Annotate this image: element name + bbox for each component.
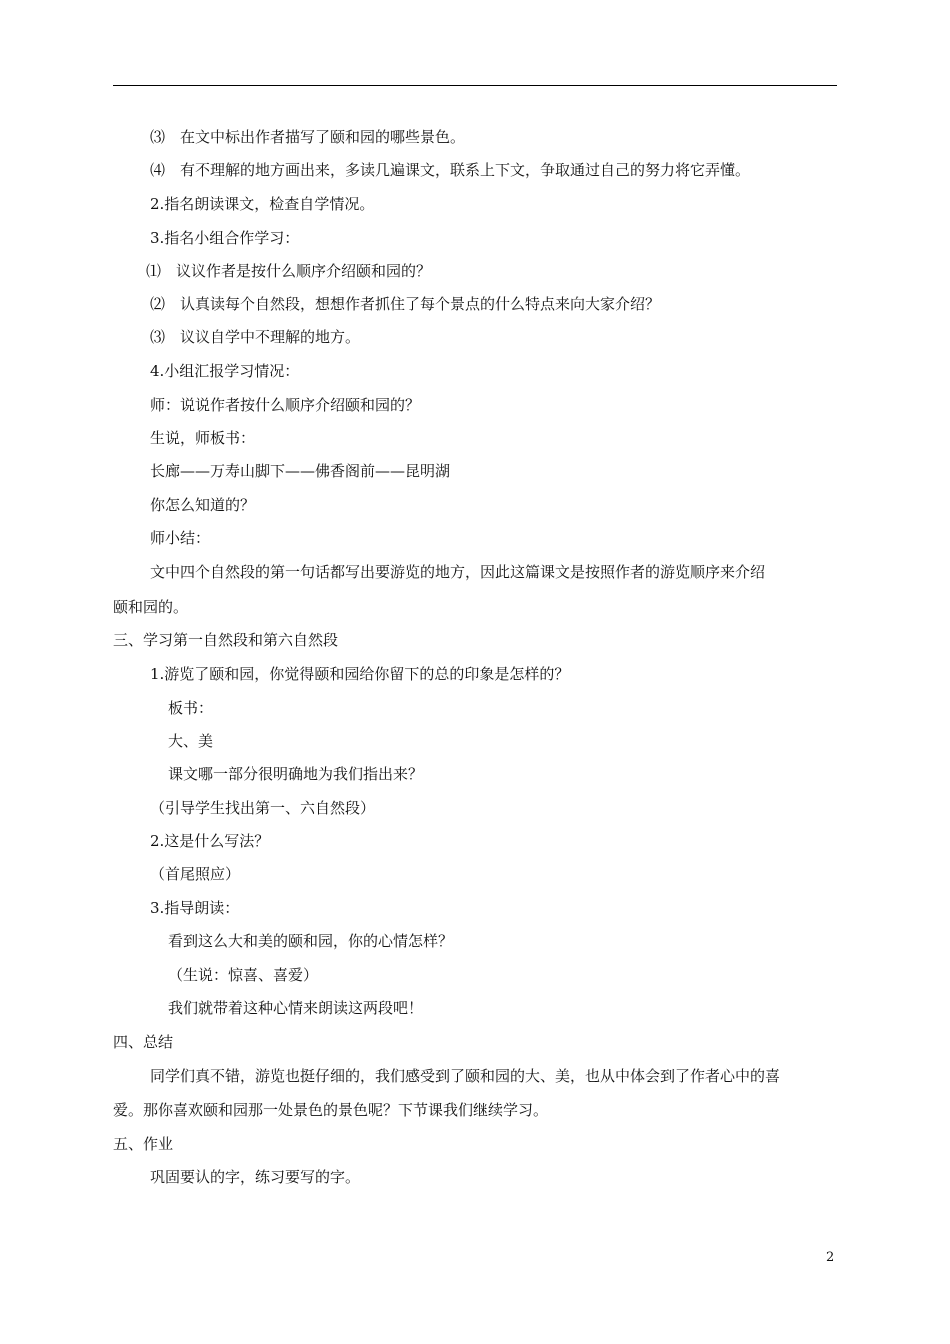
text-line: ⑷ 有不理解的地方画出来，多读几遍课文，联系上下文，争取通过自己的努力将它弄懂。 (150, 161, 751, 179)
text-line: ⑶ 议议自学中不理解的地方。 (150, 328, 361, 346)
text-line: 板书： (168, 699, 214, 717)
text-line: ⑴ 议议作者是按什么顺序介绍颐和园的？ (146, 262, 432, 280)
text-line: 生说，师板书： (150, 429, 256, 447)
text-line: （引导学生找出第一、六自然段） (150, 799, 376, 817)
text-line: 颐和园的。 (113, 598, 189, 616)
text-line: 文中四个自然段的第一句话都写出要游览的地方，因此这篇课文是按照作者的游览顺序来介绍 (150, 563, 766, 581)
section-heading: 三、学习第一自然段和第六自然段 (113, 631, 339, 649)
text-line: （首尾照应） (150, 865, 241, 883)
text-line: 你怎么知道的？ (150, 496, 256, 514)
text-line: （生说：惊喜、喜爱） (168, 966, 319, 984)
page-number: 2 (826, 1250, 835, 1265)
text-line: 课文哪一部分很明确地为我们指出来？ (168, 765, 424, 783)
text-line: 2.指名朗读课文，检查自学情况。 (150, 195, 375, 213)
text-line: 大、美 (168, 732, 214, 750)
text-line: 我们就带着这种心情来朗读这两段吧！ (168, 999, 424, 1017)
text-line: 1.游览了颐和园，你觉得颐和园给你留下的总的印象是怎样的？ (150, 665, 570, 683)
text-line: 2.这是什么写法？ (150, 832, 270, 850)
text-line: ⑵ 认真读每个自然段，想想作者抓住了每个景点的什么特点来向大家介绍？ (150, 295, 661, 313)
text-line: 师：说说作者按什么顺序介绍颐和园的？ (150, 396, 421, 414)
text-line: 同学们真不错，游览也挺仔细的，我们感受到了颐和园的大、美，也从中体会到了作者心中的喜 (150, 1067, 781, 1085)
text-line: 4.小组汇报学习情况： (150, 362, 300, 380)
text-line: 3.指名小组合作学习： (150, 229, 300, 247)
text-line: ⑶ 在文中标出作者描写了颐和园的哪些景色。 (150, 128, 466, 146)
section-heading: 五、作业 (113, 1135, 174, 1153)
text-line: 长廊——万寿山脚下——佛香阁前——昆明湖 (150, 462, 451, 480)
text-line: 巩固要认的字，练习要写的字。 (150, 1168, 361, 1186)
text-line: 师小结： (150, 529, 211, 547)
header-rule (113, 85, 837, 86)
text-line: 爱。那你喜欢颐和园那一处景色的景色呢？下节课我们继续学习。 (113, 1101, 549, 1119)
section-heading: 四、总结 (113, 1033, 174, 1051)
text-line: 看到这么大和美的颐和园，你的心情怎样？ (168, 932, 454, 950)
text-line: 3.指导朗读： (150, 899, 240, 917)
